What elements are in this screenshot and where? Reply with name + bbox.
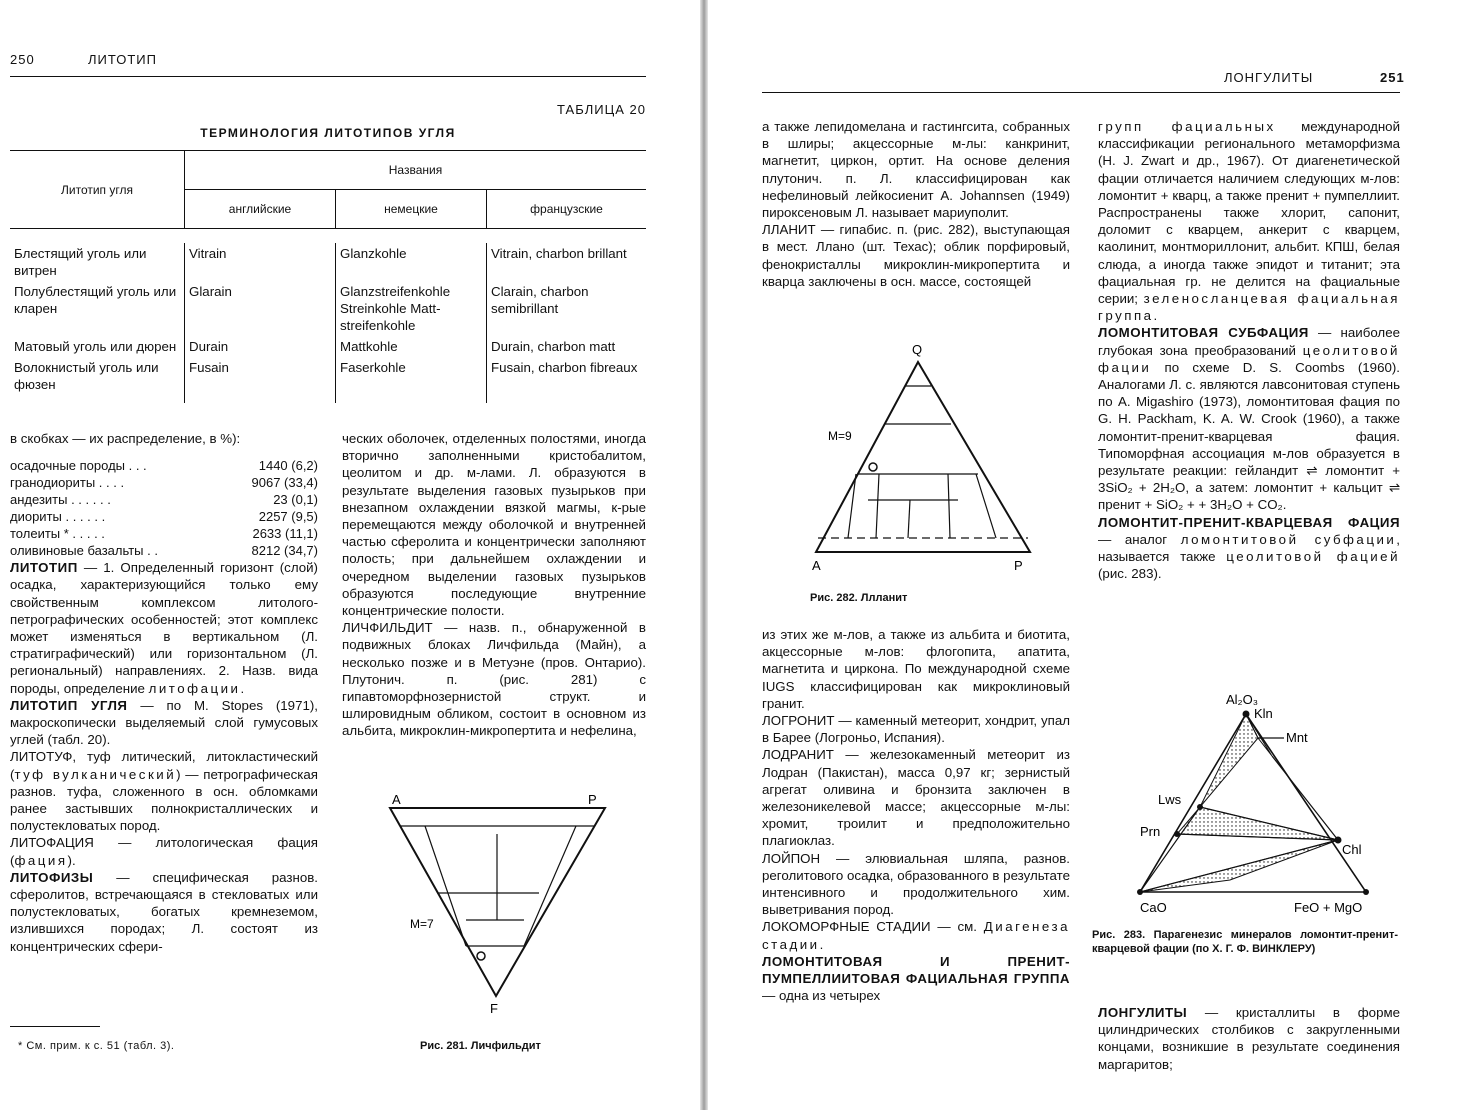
label-cao: CaO [1140,900,1167,915]
entry-litotip: ЛИТОТИП — 1. Определенный горизонт (слой) осадка, характеризующийся только ему свойственным комплексом литолого-петрографических особенностей; этот комплекс может изменяться в вертикальном (Л. стратиграфический) или горизонтальном (Л. региональный) направлениях. 2. Назв. вида породы, определение литофации. [10,560,318,696]
entry-gruppa-cont: групп фациальных международной классификации регионального метаморфизма (H. J. Zwart и др., 1967). От диагенетической фации отличается наличием следующих м-лов: ломонтит + кварц, а также пренит + пумпеллиит. Распространены также хлорит, сапонит, доломит с кварцем, анкерит с кварцем, каолинит, монтмориллонит, альбит. КПШ, белая слюда, а иногда также эпидот и титанит; эта фациальная гр. не делится на фациальные серии; зеленосланцевая фациальная группа. [1098,119,1400,324]
cell-ru: Волокнистый уголь или фюзен [14,360,159,392]
entry-litofizy-cont: ческих оболочек, отделенных полостями, иногда вторично заполненными кристобалитом, цеолитом и др. м-лами. Л. образуются в результате выделения газовых пузырьков при внезапном охлаждении вязкой магмы, к-рые перемещаются между оболочкой и внутренней частью сферолита и концентрически заполняют полость; при дальнейшем охлаждении и очередном выделении газовых пузырьков образуются последующие внутренние концентрические полости. [342,431,646,619]
running-head-left: ЛИТОТИП [88,52,157,67]
cell-en: Fusain [185,357,336,395]
footnote-rule [10,1026,100,1027]
figure-281-caption: Рис. 281. Личфильдит [420,1040,541,1052]
entry-lomontit-prenit-faciya: ЛОМОНТИТ-ПРЕНИТ-КВАРЦЕВАЯ ФАЦИЯ — аналог ломонтитовой субфации, называется также цеолитовой фацией (рис. 283). [1098,514,1400,582]
ternary-triangle [816,362,1030,552]
entry-logronit: ЛОГРОНИТ — каменный метеорит, хондрит, упал в Барее (Логроньо, Испания). [762,713,1070,746]
cell-fr: Durain, charbon matt [487,336,647,357]
label-chl: Chl [1342,842,1362,857]
list-item: оливиновые базальты . . 8212 (34,7) [10,543,318,559]
table-label: ТАБЛИЦА 20 [557,102,646,117]
label-lws: Lws [1158,792,1182,807]
figure-283-paragenesis [1110,680,1410,920]
cell-ru: Полублестящий уголь или кларен [14,284,177,316]
label-prn: Prn [1140,824,1161,839]
vertex-label-a: A [812,558,821,573]
entry-litotuf: ЛИТОТУФ, туф литический, литокластический (туф вулканический) — петрографическая разнов. туфа, сложенного в осн. обломками ранее застывших полнокристаллических и полустекловатых пород. [10,749,318,834]
right-page [708,0,1476,1110]
header-rule-left [10,76,646,77]
label-feo-mgo: FeO + MgO [1294,900,1363,915]
table-header-names: Названия [185,151,647,190]
table-row [10,243,646,281]
list-item: диориты . . . . . . 2257 (9,5) [10,509,318,525]
right-column-3b [762,626,1070,1004]
list-item: осадочные породы . . . 1440 (6,2) [10,458,318,474]
entry-litotip-uglya: ЛИТОТИП УГЛЯ — по M. Stopes (1971), макроскопически выделяемый слой гумусовых углей (табл. 20). [10,697,318,748]
label-al2o3: Al₂O₃ [1226,692,1259,707]
entry-lomontitovaya-gruppa: ЛОМОНТИТОВАЯ И ПРЕНИТ-ПУМПЕЛЛИИТОВАЯ ФАЦИАЛЬНАЯ ГРУППА — одна из четырех [762,953,1070,1004]
field-lws [1200,714,1258,807]
vertex-label-p: P [588,792,597,807]
m-label: M=9 [828,429,852,443]
figure-282-llanit [808,340,1048,578]
table-row [10,336,646,357]
label-mnt: Mnt [1286,730,1308,745]
header-rule-right [762,92,1400,93]
list-intro: в скобках — их распределение, в %): [10,431,241,446]
book-gutter [700,0,708,1110]
list-item: гранодиориты . . . . 9067 (33,4) [10,475,318,491]
footnote: * См. прим. к с. 51 (табл. 3). [18,1040,175,1052]
entry-lichfildit-cont: а также лепидомелана и гастингсита, собранных в шлиры; акцессорные м-лы: канкринит, магнетит, циркон, ортит. На основе деления плутонич. п. Л. классифицирован как нефелиновый лейкосиенит A. Johannsen (1949) пироксеновым Л. называет мариуполит. [762,119,1070,221]
lithotype-table [10,150,646,403]
entry-lodranit: ЛОДРАНИТ — железокаменный метеорит из Лодран (Пакистан), масса 0,97 кг; зернистый агрегат оливина и бронзита заключен в железоникелевой массе; акцессорные м-лы: хромит, троилит и предположительно плагиоклаз. [762,747,1070,849]
list-item: андезиты . . . . . . 23 (0,1) [10,492,318,508]
cell-en: Durain [185,336,336,357]
cell-fr: Fusain, charbon fibreaux [487,357,647,395]
cell-fr: Clarain, charbon semibrillant [487,281,647,336]
cell-ru: Блестящий уголь или витрен [14,246,147,278]
right-column-3 [762,118,1070,290]
sample-point [869,463,877,471]
entry-lokomorfnye-stadii: ЛОКОМОРФНЫЕ СТАДИИ — см. Диагенеза стадии. [762,919,1070,952]
entry-longulity: ЛОНГУЛИТЫ — кристаллиты в форме цилиндрических столбиков с закругленными концами, возникшие в результате соединения маргаритов; [1098,1005,1400,1072]
table-header-lithotype: Литотип угля [10,151,185,229]
left-page [0,0,700,1110]
vertex-label-q: Q [912,342,923,357]
cell-de: Mattkohle [336,336,487,357]
page-number-right: 251 [1380,70,1405,85]
vertex-label-f: F [490,1001,498,1016]
page-number-left: 250 [10,52,35,67]
vertex-label-a: A [392,792,401,807]
figure-283-caption: Рис. 283. Парагенезис минералов ломонтит-пренит-кварцевой фации (по Х. Г. Ф. ВИНКЛЕРУ) [1092,929,1398,955]
cell-de: Glanzstreifenkohle Streinkohle Matt-streifenkohle [336,281,487,336]
figure-282-caption: Рис. 282. Ллланит [810,592,908,604]
entry-llanit: ЛЛАНИТ — гипабис. п. (рис. 282), выступающая в мест. Ллано (шт. Техас); облик порфировый, фенокристаллы микроклин-микропертита и кварца заключены в осн. массе, состоящей [762,222,1070,289]
cell-en: Glarain [185,281,336,336]
vertex-label-p: P [1014,558,1023,573]
left-column-1 [10,430,318,955]
cell-fr: Vitrain, charbon brillant [487,243,647,281]
table-header-french: французские [487,190,647,229]
table-row [10,281,646,336]
entry-litofacia: ЛИТОФАЦИЯ — литологическая фация (фация). [10,835,318,868]
table-row [10,357,646,395]
cell-de: Faserkohle [336,357,487,395]
rock-list [10,457,318,559]
entry-loypon: ЛОЙПОН — элювиальная шляпа, разнов. реголитового осадка, образованного в результате интенсивного и продолжительного хим. выветривания пород. [762,850,1070,918]
cell-ru: Матовый уголь или дюрен [14,339,177,354]
table-title: ТЕРМИНОЛОГИЯ ЛИТОТИПОВ УГЛЯ [200,126,456,140]
cell-en: Vitrain [185,243,336,281]
right-column-4b [1098,1004,1400,1073]
right-column-4 [1098,118,1400,582]
left-column-2 [342,430,646,740]
table-header-german: немецкие [336,190,487,229]
sample-point [477,952,485,960]
running-head-right: ЛОНГУЛИТЫ [1224,70,1314,85]
entry-lichfildit: ЛИЧФИЛЬДИТ — назв. п., обнаруженной в подвижных блоках Личфильда (Майн), а несколько позже и в Метуэне (пров. Онтарио). Плутонич. п. (рис. 281) с гипавтоморфнозернистой структ. и шлировидным обликом, состоит в основном из альбита, микроклин-микропертита и нефелина, [342,620,646,739]
entry-llanit-cont: из этих же м-лов, а также из альбита и биотита, акцессорные м-лов: флогопита, апатита, магнетита и циркона. По международной схеме IUGS классифицирован как микроклиновый гранит. [762,627,1070,711]
list-item: толеиты * . . . . . 2633 (11,1) [10,526,318,542]
cell-de: Glanzkohle [336,243,487,281]
m-label: M=7 [410,917,434,931]
table-header-english: английские [185,190,336,229]
figure-281-lichfildit [380,788,620,1028]
entry-lomontitovaya-subfaciya: ЛОМОНТИТОВАЯ СУБФАЦИЯ — наиболее глубокая зона преобразований цеолитовой фации по схеме D. S. Coombs (1960). Аналогами Л. с. являются лавсонитовая ступень по A. Migashiro (1973), ломонтитовая фация по G. H. Packham, K. A. W. Crook (1960), а также ломонтит-пренит-кварцевая фация. Типоморфная ассоциация м-лов образуется в результате реакции: гейландит ⇌ ломонтит + 3SiO₂ + 2H₂O, а затем: ломонтит + кальцит ⇌ пренит + SiO₂ + + 3H₂O + CO₂. [1098,325,1400,513]
label-kln: Kln [1254,706,1273,721]
entry-litofizy: ЛИТОФИЗЫ — специфическая разнов. сферолитов, встречающаяся в стекловатых или полустекловатых, богатых кремнеземом, излившихся породах; Л. состоят из концентрических сфери- [10,869,318,954]
